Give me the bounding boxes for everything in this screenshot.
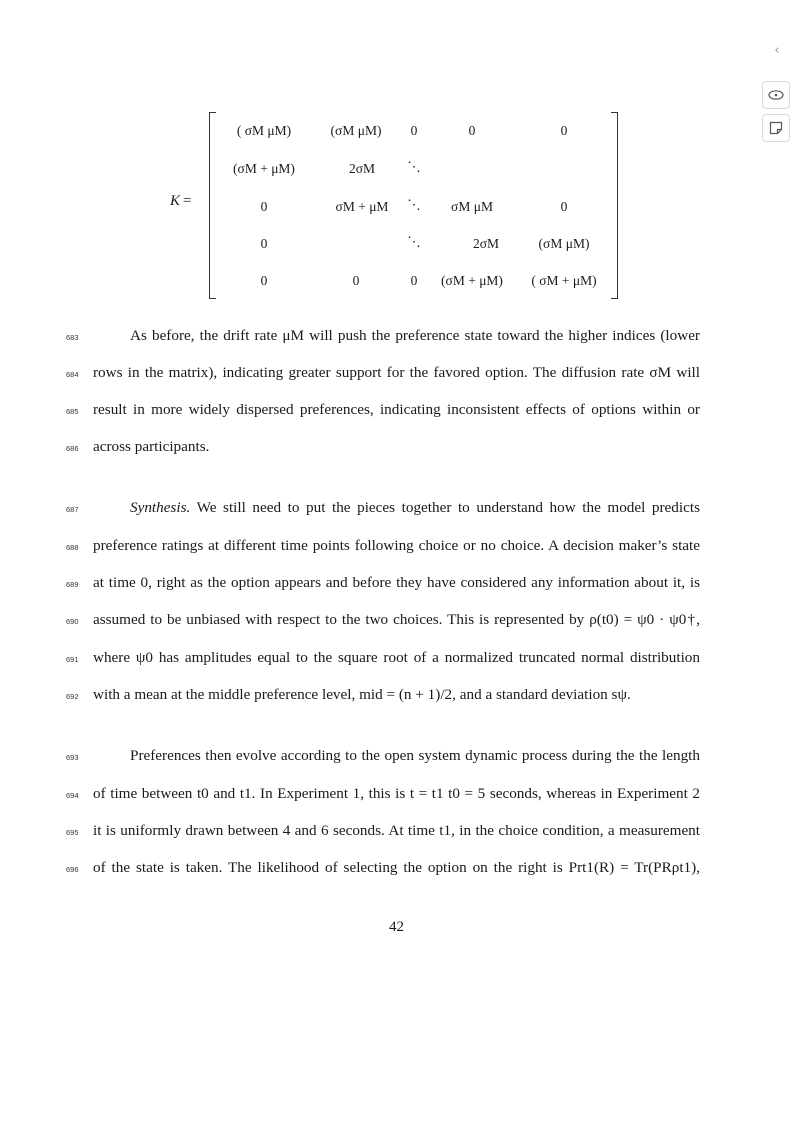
eye-icon xyxy=(768,89,784,101)
matrix-symbol: K xyxy=(170,193,181,209)
matrix-cell: 0 xyxy=(468,123,476,138)
line-number: 687 xyxy=(66,505,79,514)
line-number: 692 xyxy=(66,692,79,701)
line-number: 688 xyxy=(66,543,79,552)
matrix-cell: σM + μM xyxy=(335,199,389,214)
matrix-cell: (σM μM) xyxy=(538,236,590,251)
text-line: of time between t0 and t1. In Experiment 1, this is t = t1 t0 = 5 seconds, whereas in Experiment 2 xyxy=(93,785,700,802)
equation-label xyxy=(170,193,191,210)
section-heading: Synthesis. xyxy=(130,499,191,516)
matrix-cell: (σM + μM) xyxy=(233,161,295,176)
matrix-cell: 0 xyxy=(260,273,268,288)
matrix-cell: 0 xyxy=(260,199,268,214)
note-button[interactable] xyxy=(762,114,790,142)
text-line: assumed to be unbiased with respect to the two choices. This is represented by ρ(t0) = ψ0 · ψ0†, xyxy=(93,611,700,628)
text-line: where ψ0 has amplitudes equal to the square root of a normalized truncated normal distribution xyxy=(93,649,700,666)
line-number: 695 xyxy=(66,828,79,837)
left-bracket xyxy=(209,112,216,299)
matrix-cell: (σM + μM) xyxy=(441,273,503,288)
text-line: of the state is taken. The likelihood of selecting the option on the right is Prt1(R) = Tr(PRρt1), xyxy=(93,859,700,876)
matrix-cell: 0 xyxy=(410,273,418,288)
line-number: 683 xyxy=(66,333,79,342)
matrix-cell: 2σM xyxy=(472,236,500,251)
matrix-cell: ⋱ xyxy=(407,197,421,212)
line-number: 694 xyxy=(66,791,79,800)
matrix-cell: σM μM xyxy=(451,199,493,214)
line-number: 693 xyxy=(66,753,79,762)
matrix-cell: ⋱ xyxy=(407,159,421,174)
matrix-cell: (σM μM) xyxy=(330,123,382,138)
matrix-cell: 0 xyxy=(560,199,568,214)
matrix-cell: 0 xyxy=(260,236,268,251)
eye-button[interactable] xyxy=(762,81,790,109)
matrix-cell: 2σM xyxy=(348,161,376,176)
line-number: 686 xyxy=(66,444,79,453)
text-line: rows in the matrix), indicating greater support for the favored option. The diffusion rate σM will xyxy=(93,364,700,381)
chevron-left-icon[interactable]: ‹ xyxy=(774,43,780,58)
equals-sign: = xyxy=(183,193,192,209)
matrix-cell: 0 xyxy=(560,123,568,138)
line-number: 696 xyxy=(66,865,79,874)
text-line-body: We still need to put the pieces together to understand how the model predicts xyxy=(190,499,700,516)
text-line: across participants. xyxy=(93,438,210,455)
sticky-note-icon xyxy=(769,121,783,135)
line-number: 685 xyxy=(66,407,79,416)
text-line: preference ratings at different time points following choice or no choice. A decision maker’s state xyxy=(93,537,700,554)
line-number: 684 xyxy=(66,370,79,379)
text-line: it is uniformly drawn between 4 and 6 seconds. At time t1, in the choice condition, a measurement xyxy=(93,822,700,839)
text-line: at time 0, right as the option appears and before they have considered any information about it, is xyxy=(93,574,700,591)
line-number: 689 xyxy=(66,580,79,589)
matrix-cell: ⋱ xyxy=(407,234,421,249)
text-line: As before, the drift rate μM will push the preference state toward the higher indices (lower xyxy=(130,327,700,344)
matrix-cell: 0 xyxy=(352,273,360,288)
line-number: 691 xyxy=(66,655,79,664)
page-number: 42 xyxy=(389,919,404,935)
text-line: result in more widely dispersed preferences, indicating inconsistent effects of options within or xyxy=(93,401,700,418)
text-line: Preferences then evolve according to the open system dynamic process during the the length xyxy=(130,747,700,764)
text-line: with a mean at the middle preference level, mid = (n + 1)/2, and a standard deviation sψ. xyxy=(93,686,631,703)
text-line xyxy=(130,499,700,517)
matrix-cell: ( σM + μM) xyxy=(531,273,597,288)
right-bracket xyxy=(611,112,618,299)
line-number: 690 xyxy=(66,617,79,626)
matrix-cell: ( σM μM) xyxy=(236,123,292,138)
matrix-cell: 0 xyxy=(410,123,418,138)
